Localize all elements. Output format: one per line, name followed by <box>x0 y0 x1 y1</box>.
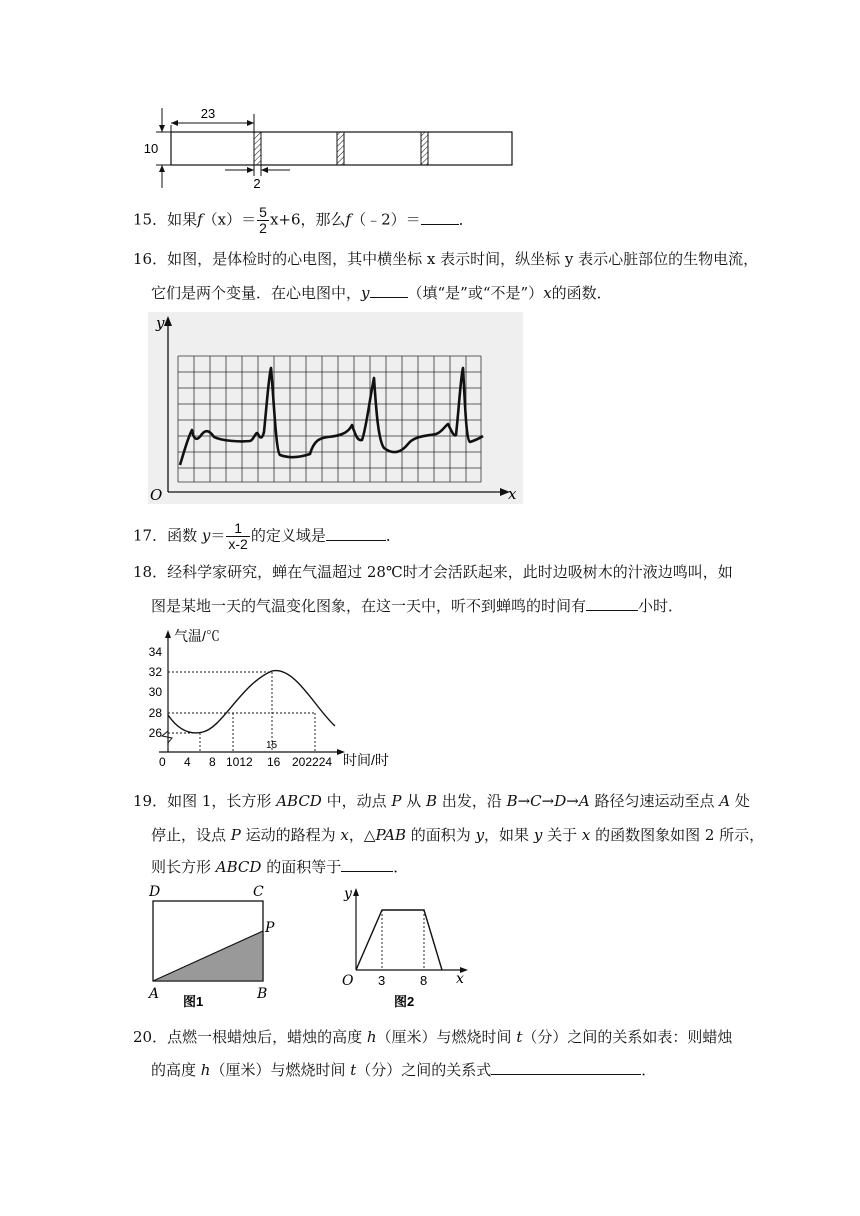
x-tick: 1012 <box>226 755 253 769</box>
x-tick: 4 <box>184 755 191 769</box>
question-17: 17．函数 y＝ $\frac{1}{x-2}$ 的定义域是 ． <box>133 520 401 552</box>
x-tick: 202224 <box>292 755 333 769</box>
question-number: 20． <box>133 1028 168 1046</box>
y-axis-title: 气温/℃ <box>174 628 220 644</box>
temperature-chart <box>145 628 415 773</box>
vertex-a: A <box>148 986 159 1002</box>
origin-label: O <box>342 973 354 989</box>
x-tick: 8 <box>420 973 428 988</box>
figure-1-caption: 图1 <box>183 994 204 1009</box>
question-20-line1: 20．点燃一根蜡烛后，蜡烛的高度 h（厘米）与燃烧时间 t（分）之间的关系如表：则蜡烛 <box>133 1028 733 1046</box>
guide-lines <box>168 672 315 752</box>
x-axis-label: x <box>456 971 464 987</box>
question-19-line2: 停止，设点 P 运动的路程为 x，△PAB 的面积为 y，如果 y 关于 x 的函数图象如图 2 所示， <box>151 826 765 844</box>
figure-2-caption: 图2 <box>394 994 415 1009</box>
question-number: 17． <box>133 526 168 545</box>
answer-blank[interactable] <box>491 1060 641 1075</box>
question-16-line1: 16．如图，是体检时的心电图，其中横坐标 x 表示时间，纵坐标 y 表示心脏部位的生物电流， <box>133 250 759 268</box>
x-tick-labels <box>159 755 332 769</box>
road-stripe <box>421 132 428 165</box>
question-19-line3: 则长方形 ABCD 的面积等于 ． <box>151 858 409 876</box>
y-tick: 34 <box>148 645 162 659</box>
y-axis-label: y <box>344 886 352 902</box>
answer-blank[interactable] <box>421 210 459 225</box>
x-tick: 3 <box>378 973 386 988</box>
ecg-figure <box>148 312 523 504</box>
y-tick-labels <box>149 645 163 740</box>
question-15: 15．如果f（x）＝ $\frac{5}{2}$ x+6，那么f（﹣2）＝ ． <box>133 204 474 236</box>
y-tick: 26 <box>148 726 162 740</box>
vertex-d: D <box>149 884 161 900</box>
y-tick: 28 <box>148 706 162 720</box>
answer-blank[interactable] <box>326 526 386 541</box>
answer-blank[interactable] <box>341 857 393 872</box>
fraction: $\frac{1}{x-2}$ <box>228 520 248 552</box>
function-line <box>356 910 442 970</box>
figure-2-graph <box>336 884 476 1010</box>
question-number: 19． <box>133 792 168 810</box>
question-18-line1: 18．经科学家研究，蝉在气温超过 28℃时才会活跃起来，此时边吸树木的汁液边鸣叫，如 <box>133 563 733 581</box>
y-tick: 30 <box>148 685 162 699</box>
question-19-line1: 19．如图 1，长方形 ABCD 中，动点 P 从 B 出发，沿 B→C→D→A 路径匀速运动至点 A 处 <box>133 792 750 810</box>
y-axis-label: y <box>156 314 165 332</box>
question-20-line2: 的高度 h（厘米）与燃烧时间 t（分）之间的关系式 ． <box>151 1061 657 1079</box>
label-10: 10 <box>143 141 159 156</box>
answer-blank[interactable] <box>370 283 408 298</box>
question-number: 18． <box>133 563 168 581</box>
question-number: 16． <box>133 250 168 268</box>
question-18-line2: 图是某地一天的气温变化图象，在这一天中，听不到蝉鸣的时间有 小时． <box>151 597 684 615</box>
label-23: 23 <box>200 106 216 121</box>
vertex-c: C <box>253 884 264 900</box>
question-16-line2: 它们是两个变量．在心电图中，y （填“是”或“不是”）x的函数． <box>151 284 612 302</box>
road-figure <box>140 100 520 192</box>
point-p: P <box>265 920 275 936</box>
x-tick: 8 <box>209 755 216 769</box>
triangle-pab <box>153 931 263 981</box>
temperature-curve <box>168 671 335 733</box>
x-axis-label: x <box>508 485 517 503</box>
answer-blank[interactable] <box>586 596 638 611</box>
figure-1-rectangle <box>145 882 280 1010</box>
x-axis-title: 时间/时 <box>343 752 389 768</box>
guide-lines <box>382 910 424 970</box>
road-stripe <box>254 132 261 165</box>
y-tick: 32 <box>148 665 162 679</box>
x-tick: 0 <box>159 755 166 769</box>
fraction: $\frac{5}{2}$ <box>259 204 267 236</box>
vertex-b: B <box>257 986 268 1002</box>
label-15: 15 <box>266 740 278 751</box>
x-tick: 16 <box>267 755 281 769</box>
question-number: 15． <box>133 210 168 229</box>
axis-break <box>162 731 172 743</box>
label-2: 2 <box>253 176 261 191</box>
road-stripe <box>337 132 344 165</box>
origin-label: O <box>150 486 163 504</box>
